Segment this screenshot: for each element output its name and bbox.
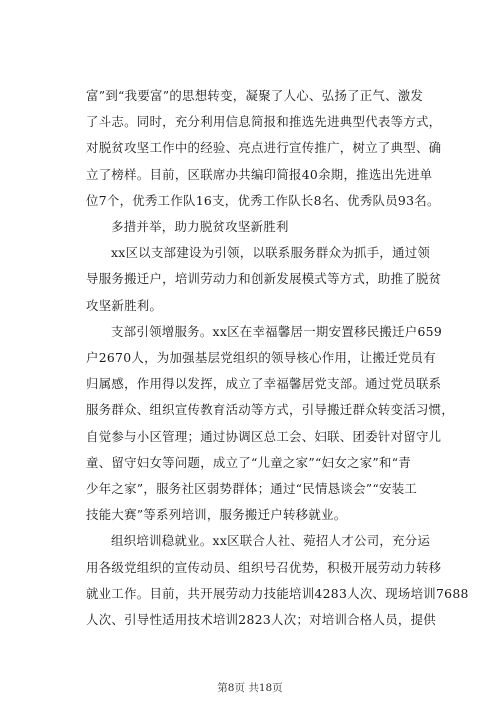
text-line: 少年之家”，服务社区弱势群体；通过“民情恳谈会”“安装工: [86, 481, 418, 497]
text-line: 了斗志。同时，充分利用信息简报和推选先进典型代表等方式，: [86, 114, 442, 130]
text-line: 就业工作。目前，共开展劳动力技能培训4283人次、现场培训7688: [86, 585, 469, 601]
text-line: xx区以支部建设为引领，以联系服务群众为抓手，通过领: [111, 245, 431, 261]
text-line: 导服务搬迁户，培训劳动力和创新发展模式等方式，助推了脱贫: [86, 271, 442, 287]
page-number: 第8页 共18页: [217, 682, 283, 694]
text-line: 技能大赛”等系列培训，服务搬迁户转移就业。: [86, 507, 347, 523]
paragraph: [86, 83, 469, 633]
document-body: [86, 83, 469, 633]
text-line: 服务群众、组织宣传教育活动等方式，引导搬迁群众转变活习惯，: [86, 402, 455, 418]
text-line: 对脱贫攻坚工作中的经验、亮点进行宣传推广，树立了典型、确: [86, 140, 442, 156]
section-heading: 多措并举，助力脱贫攻坚新胜利: [111, 219, 289, 235]
text-line: 自觉参与小区管理；通过协调区总工会、妇联、团委针对留守儿: [86, 428, 442, 444]
text-line: 攻坚新胜利。: [86, 297, 163, 313]
text-line: 富”到“我要富”的思想转变，凝聚了人心、弘扬了正气、激发: [86, 88, 424, 103]
text-line: 立了榜样。目前，区联席办共编印简报40余期，推选出先进单: [86, 166, 433, 182]
text-line: 位7个，优秀工作队16支，优秀工作队长8名、优秀队员93名。: [86, 192, 440, 208]
text-line: 归属感，作用得以发挥，成立了幸福馨居党支部。通过党员联系: [86, 376, 442, 392]
text-line: 用各级党组织的宣传动员、组织号召优势，积极开展劳动力转移: [86, 559, 442, 575]
text-line: 户2670人，为加强基层党组织的领导核心作用，让搬迁党员有: [86, 350, 436, 366]
page-footer: [0, 680, 500, 695]
text-line: 童、留守妇女等问题，成立了“儿童之家”“妇女之家”和“青: [86, 454, 412, 470]
text-line: 人次、引导性适用技术培训2823人次；对培训合格人员，提供: [86, 612, 436, 628]
text-line: 支部引领增服务。xx区在幸福馨居一期安置移民搬迁户659: [111, 323, 443, 339]
text-line: 组织培训稳就业。xx区联合人社、菀招人才公司，充分运: [111, 533, 431, 549]
